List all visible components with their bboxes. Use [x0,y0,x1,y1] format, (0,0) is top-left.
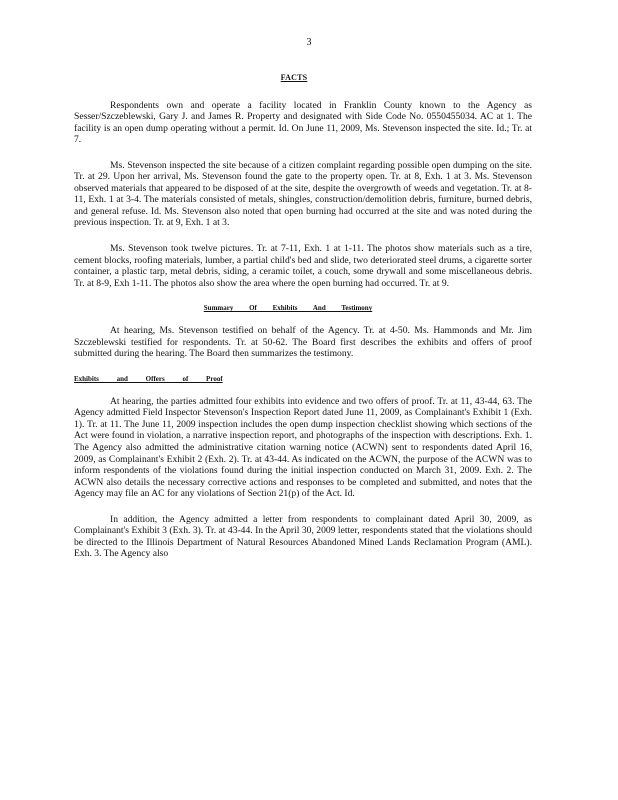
summary-heading: Summary Of Exhibits And Testimony [203,304,373,313]
page-number: 3 [306,37,312,48]
facts-paragraph-3: Ms. Stevenson took twelve pictures. Tr. at 7-11, Exh. 1 at 1-11. The photos show materials such as a tire, cement blocks, roofing materials, lumber, a partial child's bed and slide, two deteriorated steel drums, a cigarette sorter container, a plastic tarp, metal debris, siding, a ceramic toilet, a couch, some drywall and some miscellaneous debris. Tr. at 8-9, Exh 1-11. The photos also show the area where the open burning had occurred. Tr. at 9. [74,243,532,289]
facts-paragraph-1: Respondents own and operate a facility located in Franklin County known to the Agency as Sesser/Szczeblewski, Gary J. and James R. Property and designated with Side Code No. 0550455034. AC at 1. The facility is an open dump operating without a permit. Id. On June 11, 2009, Ms. Stevenson inspected the site. Id.; Tr. at 7. [74,99,532,146]
summary-paragraph: At hearing, Ms. Stevenson testified on behalf of the Agency. Tr. at 4-50. Ms. Hammonds and Mr. Jim Szczeblewski testified for respondents. Tr. at 50-62. The Board first describes the exhibits and offers of proof submitted during the hearing. The Board then summarizes the testimony. [74,325,532,360]
facts-paragraph-2: Ms. Stevenson inspected the site because of a citizen complaint regarding possible open dumping on the site. Tr. at 29. Upon her arrival, Ms. Stevenson found the gate to the property open. Tr. at 8, Exh. 1 at 3. Ms. Stevenson observed materials that appeared to be disposed of at the site, despite the overgrowth of weeds and vegetation. Tr. at 8-11, Exh. 1 at 3-4. The materials consisted of metals, shingles, construction/demolition debris, furniture, burned debris, and general refuse. Id. Ms. Stevenson also noted that open burning had occurred at the site and was noted during the previous inspection. Tr. at 9, Exh. 1 at 3. [74,159,532,229]
exhibits-paragraph-1: At hearing, the parties admitted four exhibits into evidence and two offers of proof. Tr. at 11, 43-44, 63. The Agency admitted Field Inspector Stevenson's Inspection Report dated June 11, 2009, as Complainant's Exhibit 1 (Exh. 1). Tr. at 11. The June 11, 2009 inspection includes the open dump inspection checklist showing which sections of the Act were found in violation, a narrative inspection report, and photographs of the inspection with descriptions. Exh. 1. The Agency also admitted the administrative citation warning notice (ACWN) sent to respondents dated April 16, 2009, as Complainant's Exhibit 2 (Exh. 2). Tr. at 43-44. As indicated on the ACWN, the purpose of the ACWN was to inform respondents of the violations found during the initial inspection conducted on March 31, 2009. Exh. 2. The ACWN also details the necessary corrective actions and responses to be completed and submitted, and notes that the Agency may file an AC for any violations of Section 21(p) of the Act. Id. [74,395,532,500]
exhibits-heading: Exhibits and Offers of Proof [74,374,223,383]
facts-heading: FACTS [280,73,308,82]
document-body [74,72,532,574]
exhibits-paragraph-2: In addition, the Agency admitted a letter from respondents to complainant dated April 30, 2009, as Complainant's Exhibit 3 (Exh. 3). Tr. at 43-44. In the April 30, 2009 letter, respondents stated that the violations should be directed to the Illinois Department of Natural Resources Abandoned Mined Lands Reclamation Program (AML). Exh. 3. The Agency also [74,513,532,560]
